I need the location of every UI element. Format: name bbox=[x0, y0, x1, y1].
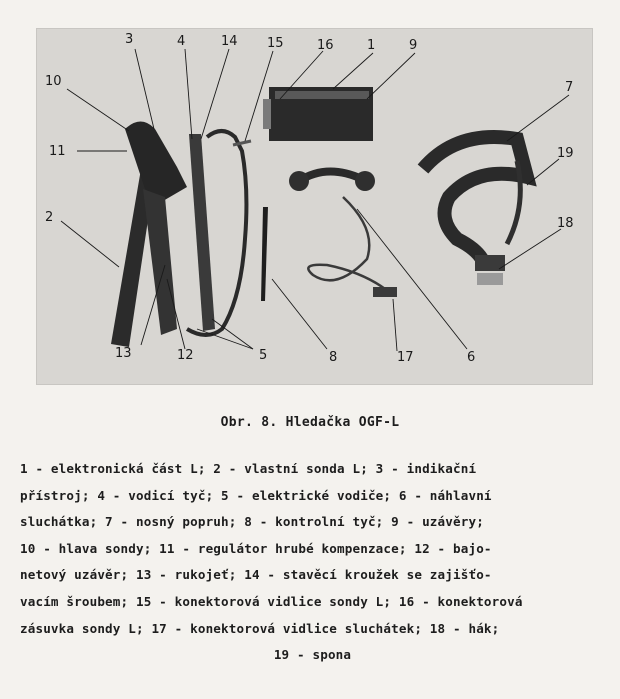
socket bbox=[263, 99, 271, 129]
callout-16: 16 bbox=[317, 38, 334, 53]
control-rod bbox=[261, 207, 268, 301]
clip bbox=[475, 255, 505, 271]
callout-3: 3 bbox=[125, 32, 134, 47]
device-illustration bbox=[37, 29, 592, 384]
callout-7: 7 bbox=[565, 80, 574, 95]
figure-caption: Obr. 8. Hledačka OGF-L bbox=[220, 415, 400, 430]
callout-17: 17 bbox=[397, 350, 414, 365]
legend-line: sluchátka; 7 - nosný popruh; 8 - kontrolní tyč; 9 - uzávěry; bbox=[20, 514, 484, 530]
callout-18: 18 bbox=[557, 216, 574, 231]
legend-line: vacím šroubem; 15 - konektorová vidlice sondy L; 16 - konektorová bbox=[20, 593, 523, 609]
callout-1: 1 bbox=[367, 38, 376, 53]
legend-line: zásuvka sondy L; 17 - konektorová vidlice sluchátek; 18 - hák; bbox=[20, 620, 500, 636]
callout-2: 2 bbox=[45, 210, 54, 225]
legend-line: 10 - hlava sondy; 11 - regulátor hrubé kompenzace; 12 - bajo- bbox=[20, 540, 492, 556]
callout-8: 8 bbox=[329, 350, 338, 365]
callout-4: 4 bbox=[177, 34, 186, 49]
hook bbox=[477, 273, 503, 285]
callout-19: 19 bbox=[557, 146, 574, 161]
device-photo bbox=[36, 28, 593, 385]
callout-13: 13 bbox=[115, 346, 132, 361]
callout-5: 5 bbox=[259, 348, 268, 363]
callout-6: 6 bbox=[467, 350, 476, 365]
callout-11: 11 bbox=[49, 144, 66, 159]
callout-14: 14 bbox=[221, 34, 238, 49]
headphone-cable bbox=[308, 197, 393, 295]
callout-12: 12 bbox=[177, 348, 194, 363]
legend-line: netový uzávěr; 13 - rukojeť; 14 - stavěcí kroužek se zajišťo- bbox=[20, 567, 492, 583]
handle bbox=[143, 189, 177, 335]
legend-line: přístroj; 4 - vodicí tyč; 5 - elektrické vodiče; 6 - náhlavní bbox=[20, 487, 492, 503]
callout-15: 15 bbox=[267, 36, 284, 51]
guide-rod bbox=[189, 134, 215, 331]
callout-10: 10 bbox=[45, 74, 62, 89]
legend-text bbox=[20, 456, 605, 669]
legend-line: 19 - spona bbox=[273, 647, 352, 663]
probe-head bbox=[125, 122, 187, 202]
legend-line: 1 - elektronická část L; 2 - vlastní sonda L; 3 - indikační bbox=[20, 461, 477, 476]
carrying-strap bbox=[423, 137, 527, 261]
headphone-plug bbox=[373, 287, 397, 297]
callout-9: 9 bbox=[409, 38, 418, 53]
